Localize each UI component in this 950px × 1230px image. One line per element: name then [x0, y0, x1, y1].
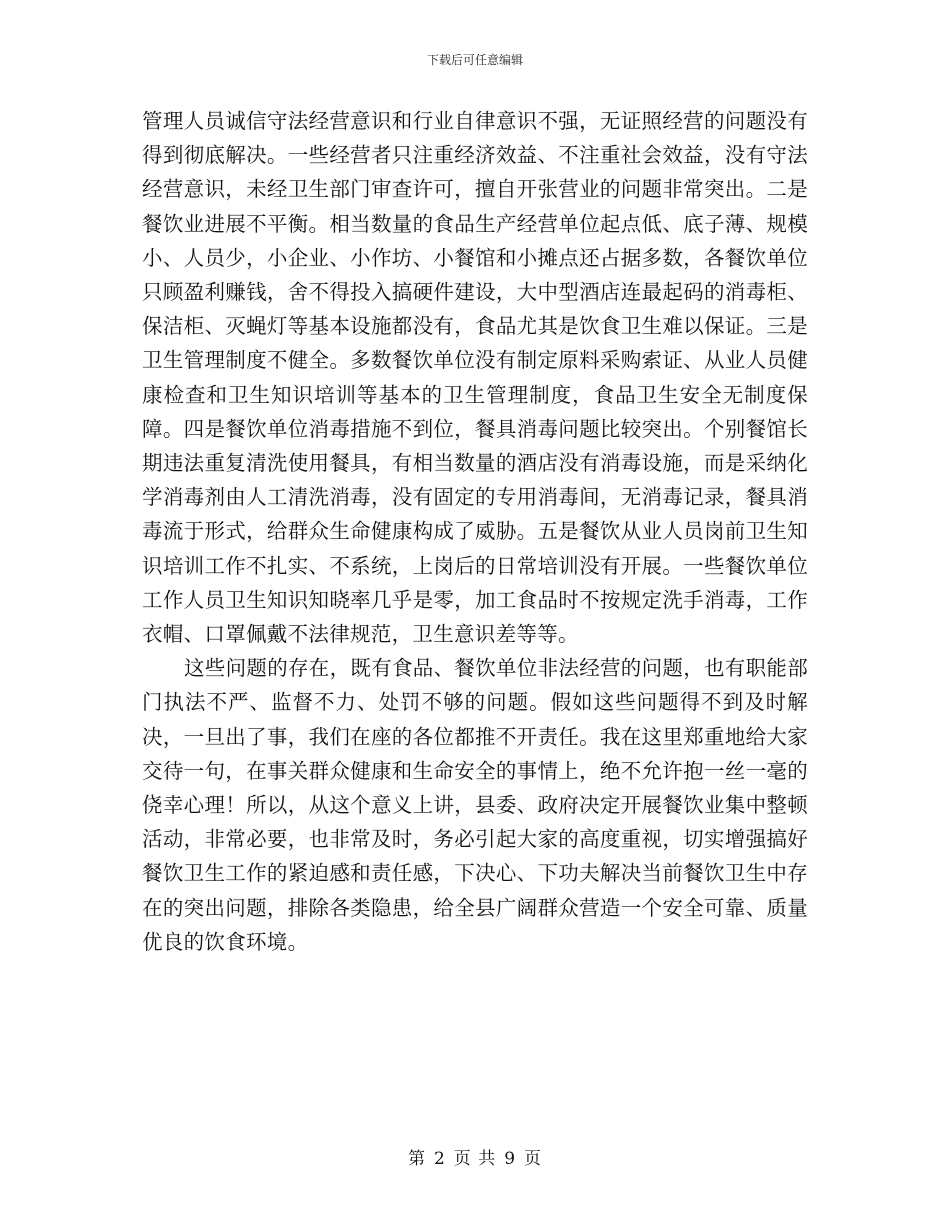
document-body	[142, 104, 808, 959]
page-footer	[0, 1148, 950, 1170]
footer-prefix: 第	[407, 1149, 426, 1169]
footer-suffix: 页	[524, 1149, 543, 1169]
paragraph-1: 管理人员诚信守法经营意识和行业自律意识不强，无证照经营的问题没有得到彻底解决。一些经营者只注重经济效益、不注重社会效益，没有守法经营意识，未经卫生部门审查许可，擅自开张营业的问题非常突出。二是餐饮业进展不平衡。相当数量的食品生产经营单位起点低、底子薄、规模小、人员少，小企业、小作坊、小餐馆和小摊点还占据多数，各餐饮单位只顾盈利赚钱，舍不得投入搞硬件建设，大中型酒店连最起码的消毒柜、保洁柜、灭蝇灯等基本设施都没有，食品尤其是饮食卫生难以保证。三是卫生管理制度不健全。多数餐饮单位没有制定原料采购索证、从业人员健康检查和卫生知识培训等基本的卫生管理制度，食品卫生安全无制度保障。四是餐饮单位消毒措施不到位，餐具消毒问题比较突出。个别餐馆长期违法重复清洗使用餐具，有相当数量的酒店没有消毒设施，而是采纳化学消毒剂由人工清洗消毒，没有固定的专用消毒间，无消毒记录，餐具消毒流于形式，给群众生命健康构成了威胁。五是餐饮从业人员岗前卫生知识培训工作不扎实、不系统，上岗后的日常培训没有开展。一些餐饮单位工作人员卫生知识知晓率几乎是零，加工食品时不按规定洗手消毒，工作衣帽、口罩佩戴不法律规范，卫生意识差等等。	[142, 109, 808, 647]
paragraph-2: 这些问题的存在，既有食品、餐饮单位非法经营的问题，也有职能部门执法不严、监督不力、处罚不够的问题。假如这些问题得不到及时解决，一旦出了事，我们在座的各位都推不开责任。我在这里郑重地给大家交待一句，在事关群众健康和生命安全的事情上，绝不允许抱一丝一毫的侥幸心理！所以，从这个意义上讲，县委、政府决定开展餐饮业集中整顿活动，非常必要，也非常及时，务必引起大家的高度重视，切实增强搞好餐饮卫生工作的紧迫感和责任感，下决心、下功夫解决当前餐饮卫生中存在的突出问题，排除各类隐患，给全县广阔群众营造一个安全可靠、质量优良的饮食环境。	[142, 656, 808, 954]
header-text: 下载后可任意编辑	[426, 53, 523, 67]
page-header	[0, 52, 950, 68]
current-page-number: 2	[433, 1149, 446, 1169]
footer-middle: 页 共	[453, 1149, 497, 1169]
total-pages-number: 9	[504, 1149, 517, 1169]
